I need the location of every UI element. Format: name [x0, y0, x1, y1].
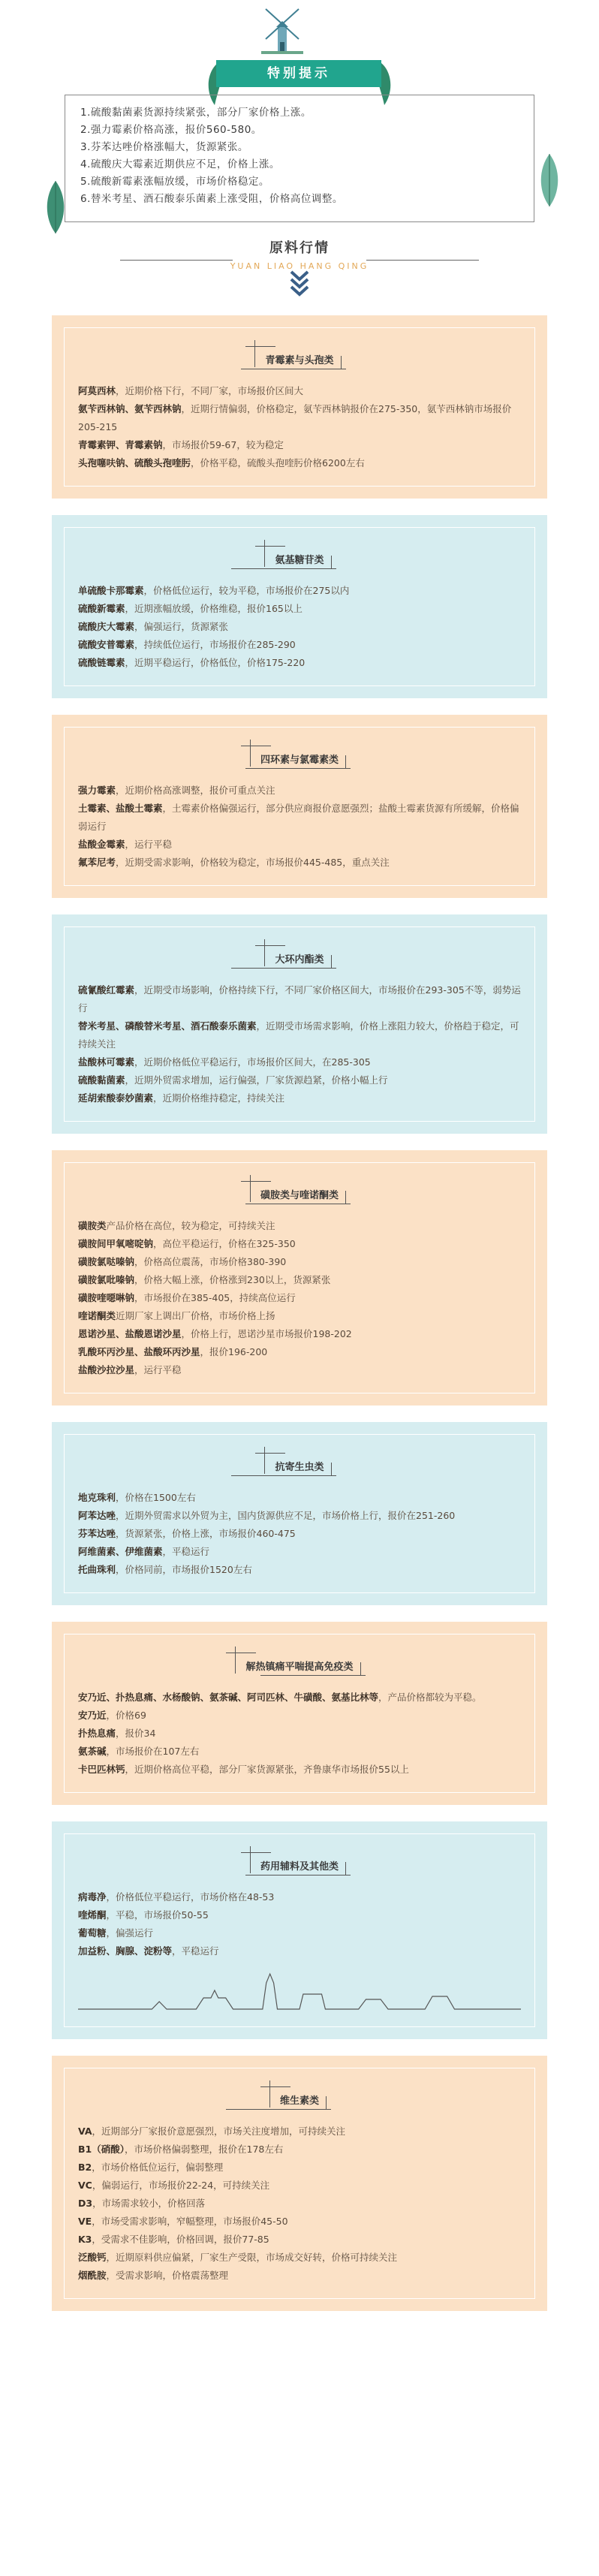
city-skyline-illustration — [78, 1968, 521, 2013]
section-title: 维生素类 — [272, 2088, 327, 2111]
list-item: 阿苯达唑，近期外贸需求以外贸为主，国内货源供应不足，市场价格上行，报价在251-260 — [78, 1510, 456, 1521]
list-item: 硫酸安普霉素，持续低位运行，市场报价在285-290 — [78, 639, 296, 650]
list-item: 磺胺氯吡嗪钠，价格大幅上涨，价格涨到230以上，货源紧张 — [78, 1274, 331, 1285]
chevron-down-icon — [288, 267, 311, 297]
list-item: 芬苯达唑，货源紧张，价格上涨，市场报价460-475 — [78, 1528, 296, 1539]
notice-item: 3.芬苯达唑价格涨幅大，货源紧张。 — [80, 141, 248, 153]
list-item: 盐酸林可霉素，近期价格低位平稳运行，市场报价区间大，在285-305 — [78, 1056, 371, 1068]
list-item: 盐酸金霉素，运行平稳 — [78, 839, 173, 850]
list-item: B1（硝酸），市场价格偏弱整理，报价在178左右 — [78, 2144, 284, 2155]
list-item: 强力霉素，近期价格高涨调整，报价可重点关注 — [78, 785, 275, 796]
list-item: 硫酸新霉素，近期涨幅放缓，价格维稳，报价165以上 — [78, 603, 303, 614]
list-item: 磺胺喹噁啉钠，市场报价在385-405，持续高位运行 — [78, 1292, 296, 1303]
divider — [120, 260, 233, 261]
list-item: B2，市场价格低位运行，偏弱整理 — [78, 2162, 224, 2173]
skyline-icon — [78, 1968, 521, 2013]
list-item: 头孢噻呋钠、硫酸头孢喹肟，价格平稳，硫酸头孢喹肟价格6200左右 — [78, 457, 365, 469]
list-item: 阿维菌素、伊维菌素，平稳运行 — [78, 1546, 210, 1557]
list-item: 烟酰胺，受需求影响，价格震荡整理 — [78, 2270, 229, 2281]
list-item: 加益粉、胸腺、淀粉等，平稳运行 — [78, 1945, 219, 1957]
leaf-cluster-icon — [534, 150, 564, 210]
list-item: 盐酸沙拉沙星，运行平稳 — [78, 1364, 182, 1375]
list-item: 扑热息痛，报价34 — [78, 1728, 156, 1739]
section-title: 青霉素与头孢类 — [257, 348, 341, 371]
list-item: 延胡索酸泰妙菌素，近期价格维持稳定，持续关注 — [78, 1092, 285, 1104]
section-excipients — [52, 1821, 547, 2039]
divider — [366, 260, 479, 261]
list-item: 磺胺间甲氧嘧啶钠，高位平稳运行，价格在325-350 — [78, 1238, 296, 1249]
list-item: 葡萄糖，偏强运行 — [78, 1927, 154, 1939]
list-item: VE，市场受需求影响，窄幅整理，市场报价45-50 — [78, 2216, 288, 2227]
notice-item: 5.硫酸新霉素涨幅放缓，市场价格稳定。 — [80, 176, 269, 188]
section-tetracycline — [52, 715, 547, 898]
list-item: 单硫酸卡那霉素，价格低位运行，较为平稳，市场报价在275以内 — [78, 585, 350, 596]
list-item: 地克珠利，价格在1500左右 — [78, 1492, 196, 1503]
market-title — [0, 237, 599, 271]
list-item: 病毒净，价格低位平稳运行，市场价格在48-53 — [78, 1891, 275, 1903]
market-title-en: YUAN LIAO HANG QING — [230, 261, 369, 271]
section-title: 四环素与氯霉素类 — [253, 747, 346, 770]
list-item: 青霉素钾、青霉素钠，市场报价59-67，较为稳定 — [78, 439, 284, 450]
list-item: 卡巴匹林钙，近期价格高位平稳，部分厂家货源紧张，齐鲁康华市场报价55以上 — [78, 1764, 409, 1775]
list-item: 安乃近、扑热息痛、水杨酸钠、氨茶碱、阿司匹林、牛磺酸、氨基比林等，产品价格都较为平稳。 — [78, 1692, 482, 1703]
list-item: D3，市场需求较小，价格回落 — [78, 2198, 206, 2209]
notice-box — [65, 95, 534, 222]
notice-item: 4.硫酸庆大霉素近期供应不足，价格上涨。 — [80, 158, 280, 170]
list-item: 硫氰酸红霉素，近期受市场影响，价格持续下行，不同厂家价格区间大，市场报价在293-305不等，弱势运行 — [78, 984, 521, 1014]
list-item: 阿莫西林，近期价格下行，不同厂家，市场报价区间大 — [78, 385, 304, 396]
section-title: 大环内酯类 — [267, 947, 331, 970]
windmill-icon — [260, 5, 305, 57]
list-item: 硫酸链霉素，近期平稳运行，价格低位，价格175-220 — [78, 657, 306, 668]
section-penicillin — [52, 315, 547, 499]
section-title: 药用辅料及其他类 — [253, 1854, 346, 1877]
list-item: 硫酸庆大霉素，偏强运行，货源紧张 — [78, 621, 229, 632]
list-item: 恩诺沙星、盐酸恩诺沙星，价格上行，恩诺沙星市场报价198-202 — [78, 1328, 352, 1339]
list-item: 氨苄西林钠、氨苄西林钠，近期行情偏弱，价格稳定，氨苄西林钠报价在275-350，氨苄西林钠市场报价205-215 — [78, 403, 512, 432]
notice-item: 1.硫酸黏菌素货源持续紧张，部分厂家价格上涨。 — [80, 107, 312, 119]
notice-title: 特别提示 — [216, 60, 381, 87]
list-item: K3，受需求不佳影响，价格回调，报价77-85 — [78, 2234, 269, 2245]
list-item: 安乃近，价格69 — [78, 1710, 146, 1721]
list-item: 喹烯酮，平稳，市场报价50-55 — [78, 1909, 209, 1921]
list-item: 硫酸黏菌素，近期外贸需求增加，运行偏强，厂家货源趋紧，价格小幅上行 — [78, 1074, 388, 1086]
market-title-cn: 原料行情 — [269, 240, 330, 256]
list-item: 替米考星、磷酸替米考星、酒石酸泰乐菌素，近期受市场需求影响，价格上涨阻力较大，价格趋于稳定，可持续关注 — [78, 1020, 519, 1050]
list-item: 乳酸环丙沙星、盐酸环丙沙星，报价196-200 — [78, 1346, 268, 1357]
header — [0, 0, 599, 271]
list-item: 磺胺氯哒嗪钠，价格高位震荡，市场价格380-390 — [78, 1256, 287, 1267]
section-title: 氨基糖苷类 — [267, 547, 331, 571]
section-vitamin — [52, 2056, 547, 2311]
section-sulfonamide — [52, 1150, 547, 1406]
notice-item: 2.强力霉素价格高涨，报价560-580。 — [80, 124, 262, 136]
list-item: VA，近期部分厂家报价意愿强烈，市场关注度增加，可持续关注 — [78, 2126, 346, 2137]
list-item: 喹诺酮类近期厂家上调出厂价格，市场价格上扬 — [78, 1310, 275, 1321]
section-aminoglycoside — [52, 515, 547, 698]
notice-item: 6.替米考星、酒石酸泰乐菌素上涨受阻，价格高位调整。 — [80, 193, 343, 205]
section-antipyretic — [52, 1622, 547, 1805]
sections — [0, 315, 599, 2327]
section-title: 解热镇痛平喘提高免疫类 — [238, 1654, 360, 1677]
list-item: 氨茶碱，市场报价在107左右 — [78, 1746, 200, 1757]
list-item: 磺胺类产品价格在高位，较为稳定，可持续关注 — [78, 1220, 275, 1231]
list-item: VC，偏弱运行，市场报价22-24，可持续关注 — [78, 2180, 270, 2191]
section-macrolide — [52, 914, 547, 1134]
list-item: 泛酸钙，近期原料供应偏紧，厂家生产受限，市场成交好转，价格可持续关注 — [78, 2252, 398, 2263]
list-item: 氟苯尼考，近期受需求影响，价格较为稳定，市场报价445-485，重点关注 — [78, 857, 390, 868]
section-title: 抗寄生虫类 — [267, 1454, 331, 1478]
leaf-cluster-icon — [41, 177, 71, 237]
list-item: 托曲珠利，价格同前，市场报价1520左右 — [78, 1564, 252, 1575]
list-item: 土霉素、盐酸土霉素，土霉素价格偏强运行，部分供应商报价意愿强烈；盐酸土霉素货源有所缓解，价格偏弱运行 — [78, 803, 519, 832]
section-title: 磺胺类与喹诺酮类 — [253, 1183, 346, 1206]
section-antiparasitic — [52, 1422, 547, 1605]
